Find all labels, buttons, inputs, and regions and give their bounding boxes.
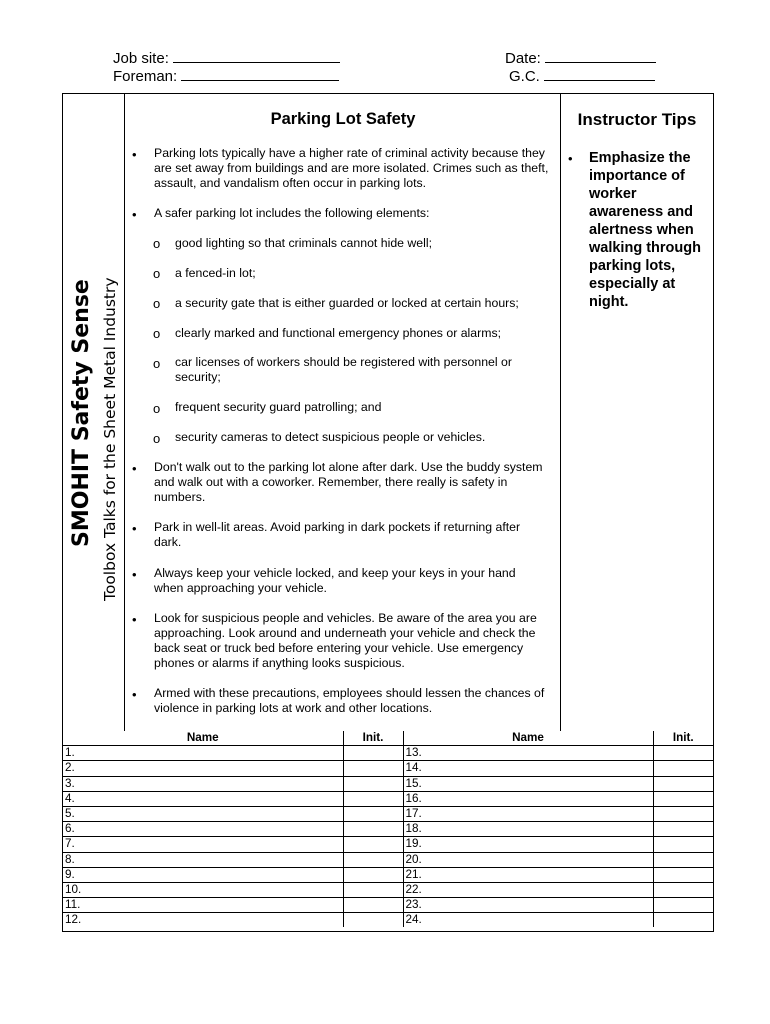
date-label: Date: (505, 50, 541, 67)
list-item: Don't walk out to the parking lot alone after dark. Use the buddy system and walk out with a coworker. Remember, there really is safety in numbers. (154, 460, 543, 504)
sub-bullet-marker: o (153, 356, 161, 371)
name-cell[interactable]: 1. (63, 746, 343, 761)
table-row (63, 837, 713, 852)
init-header: Init. (343, 731, 403, 746)
initials-cell[interactable] (343, 806, 403, 821)
bullet-marker: • (132, 521, 137, 536)
sub-list-item: clearly marked and functional emergency phones or alarms; (175, 326, 502, 340)
list-item: Always keep your vehicle locked, and keep your keys in your hand when approaching your vehicle. (154, 566, 516, 595)
job-site-label: Job site: (113, 50, 169, 67)
tips-text: Emphasize the importance of worker awareness and alertness when walking through parking lots, especially at night. (589, 150, 701, 310)
list-item: A safer parking lot includes the following elements: (154, 206, 430, 220)
initials-cell[interactable] (653, 791, 713, 806)
initials-cell[interactable] (343, 791, 403, 806)
instructor-tips (561, 94, 713, 731)
main-content (125, 94, 561, 731)
foreman-line[interactable] (181, 66, 339, 81)
name-cell[interactable]: 22. (403, 882, 653, 897)
initials-cell[interactable] (653, 898, 713, 913)
initials-cell[interactable] (653, 837, 713, 852)
bullet-marker: • (132, 612, 137, 627)
name-cell[interactable]: 23. (403, 898, 653, 913)
table-row (63, 822, 713, 837)
table-row (63, 791, 713, 806)
foreman-label: Foreman: (113, 68, 178, 85)
date-line[interactable] (545, 48, 656, 63)
initials-cell[interactable] (653, 882, 713, 897)
name-cell[interactable]: 5. (63, 806, 343, 821)
name-cell[interactable]: 4. (63, 791, 343, 806)
sub-list-item: good lighting so that criminals cannot hide well; (175, 236, 433, 250)
list-item: Parking lots typically have a higher rate of criminal activity because they are set away from buildings and are more isolated. Crimes such as theft, assault, and vandalism often occur in parking lots. (154, 146, 549, 190)
foreman-field[interactable] (113, 66, 339, 85)
gc-field[interactable] (509, 66, 655, 85)
initials-cell[interactable] (343, 867, 403, 882)
name-cell[interactable]: 17. (403, 806, 653, 821)
name-cell[interactable]: 15. (403, 776, 653, 791)
name-cell[interactable]: 7. (63, 837, 343, 852)
job-site-field[interactable] (113, 48, 340, 67)
brand-title: SMOHIT Safety Sense (69, 279, 94, 547)
list-item: Look for suspicious people and vehicles. Be aware of the area you are approaching. Look around and underneath your vehicle and check the back seat or truck bed before entering your vehicle. Use emergency phones or alarms if anything looks suspicious. (154, 611, 537, 670)
initials-cell[interactable] (343, 898, 403, 913)
name-cell[interactable]: 21. (403, 867, 653, 882)
tips-title: Instructor Tips (577, 110, 697, 129)
name-cell[interactable]: 2. (63, 761, 343, 776)
list-item: Park in well-lit areas. Avoid parking in dark pockets if returning after dark. (154, 520, 521, 549)
sub-list-item: security cameras to detect suspicious people or vehicles. (175, 430, 486, 444)
name-cell[interactable]: 3. (63, 776, 343, 791)
table-row (63, 806, 713, 821)
signin-header-row (63, 731, 713, 746)
name-cell[interactable]: 10. (63, 882, 343, 897)
sub-bullet-marker: o (153, 296, 161, 311)
initials-cell[interactable] (653, 746, 713, 761)
page-title: Parking Lot Safety (270, 110, 416, 128)
table-row (63, 867, 713, 882)
name-cell[interactable]: 24. (403, 913, 653, 928)
sub-list-item: car licenses of workers should be registered with personnel or security; (175, 355, 512, 384)
sub-list-item: a security gate that is either guarded or locked at certain hours; (175, 296, 519, 310)
job-site-line[interactable] (173, 48, 340, 63)
signin-table (63, 731, 713, 927)
bullet-marker: • (132, 461, 137, 476)
bullet-marker: • (132, 567, 137, 582)
initials-cell[interactable] (343, 852, 403, 867)
name-cell[interactable]: 16. (403, 791, 653, 806)
init-header: Init. (653, 731, 713, 746)
sub-list-item: frequent security guard patrolling; and (175, 400, 382, 414)
brand-subtitle: Toolbox Talks for the Sheet Metal Industry (101, 277, 119, 601)
initials-cell[interactable] (653, 913, 713, 928)
initials-cell[interactable] (343, 837, 403, 852)
bullet-marker: • (132, 147, 137, 162)
name-cell[interactable]: 9. (63, 867, 343, 882)
gc-label: G.C. (509, 68, 540, 85)
name-cell[interactable]: 20. (403, 852, 653, 867)
name-cell[interactable]: 19. (403, 837, 653, 852)
initials-cell[interactable] (343, 761, 403, 776)
initials-cell[interactable] (343, 746, 403, 761)
name-header: Name (403, 731, 653, 746)
talk-frame (62, 93, 714, 932)
initials-cell[interactable] (343, 882, 403, 897)
table-row (63, 913, 713, 928)
table-row (63, 852, 713, 867)
initials-cell[interactable] (653, 761, 713, 776)
table-row (63, 898, 713, 913)
initials-cell[interactable] (653, 867, 713, 882)
initials-cell[interactable] (653, 806, 713, 821)
bullet-marker: • (132, 207, 137, 222)
name-cell[interactable]: 18. (403, 822, 653, 837)
bullet-marker: • (132, 687, 137, 702)
table-row (63, 746, 713, 761)
initials-cell[interactable] (343, 913, 403, 928)
name-cell[interactable]: 11. (63, 898, 343, 913)
sub-bullet-marker: o (153, 236, 161, 251)
name-cell[interactable]: 12. (63, 913, 343, 928)
list-item: Armed with these precautions, employees should lessen the chances of violence in parking lots at work and other locations. (154, 686, 545, 715)
sub-bullet-marker: o (153, 326, 161, 341)
table-row (63, 776, 713, 791)
initials-cell[interactable] (653, 822, 713, 837)
table-row (63, 761, 713, 776)
sub-list-item: a fenced-in lot; (175, 266, 256, 280)
name-header: Name (63, 731, 343, 746)
date-field[interactable] (505, 48, 656, 67)
bullet-marker: • (568, 151, 573, 166)
name-cell[interactable]: 6. (63, 822, 343, 837)
sub-bullet-marker: o (153, 266, 161, 281)
initials-cell[interactable] (343, 776, 403, 791)
sub-bullet-marker: o (153, 401, 161, 416)
initials-cell[interactable] (343, 822, 403, 837)
table-row (63, 882, 713, 897)
gc-line[interactable] (544, 66, 655, 81)
sub-bullet-marker: o (153, 431, 161, 446)
name-cell[interactable]: 8. (63, 852, 343, 867)
initials-cell[interactable] (653, 776, 713, 791)
name-cell[interactable]: 14. (403, 761, 653, 776)
name-cell[interactable]: 13. (403, 746, 653, 761)
sidebar (63, 94, 125, 731)
initials-cell[interactable] (653, 852, 713, 867)
